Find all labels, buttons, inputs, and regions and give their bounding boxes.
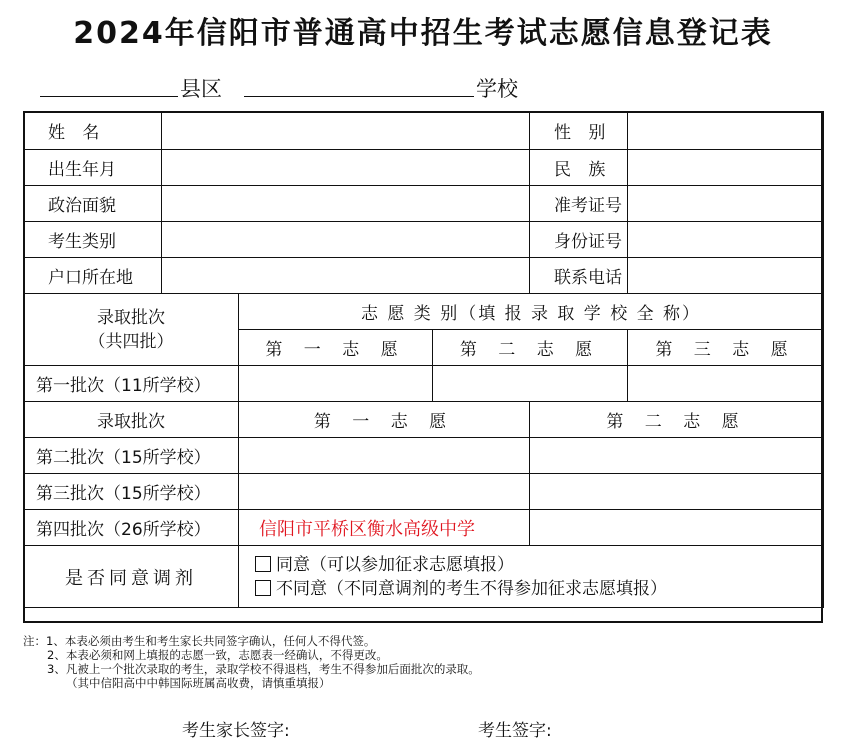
- adjust-label: 是否同意调剂: [24, 546, 239, 608]
- parent-signature-label: 考生家长签字:: [182, 721, 290, 741]
- choice-1-header: 第 一 志 愿: [239, 330, 433, 366]
- phone-field[interactable]: [628, 258, 824, 294]
- hukou-field[interactable]: [162, 258, 530, 294]
- batch-3-label: 第三批次（15所学校）: [24, 474, 239, 510]
- id-no-label: 身份证号: [530, 222, 628, 258]
- county-blank[interactable]: [40, 96, 178, 97]
- ethnicity-label: 民 族: [530, 150, 628, 186]
- category-label: 考生类别: [24, 222, 162, 258]
- adjust-options: [239, 546, 824, 608]
- batch-4-label: 第四批次（26所学校）: [24, 510, 239, 546]
- choice-2-header: 第 二 志 愿: [433, 330, 628, 366]
- batch-1-choice-3-field[interactable]: [628, 366, 824, 402]
- county-label: 县区: [180, 77, 222, 101]
- batch-2-choice-2-field[interactable]: [530, 438, 824, 474]
- school-blank[interactable]: [244, 96, 474, 97]
- form-title: 2024年信阳市普通高中招生考试志愿信息登记表: [73, 16, 773, 51]
- batch-2-label: 第二批次（15所学校）: [24, 438, 239, 474]
- id-no-field[interactable]: [628, 222, 824, 258]
- category-field[interactable]: [162, 222, 530, 258]
- disagree-text: 不同意（不同意调剂的考生不得参加征求志愿填报）: [276, 578, 667, 599]
- note-2: 2、本表必须和网上填报的志愿一致，志愿表一经确认，不得更改。: [47, 648, 388, 662]
- choice-3-header: 第 三 志 愿: [628, 330, 824, 366]
- choice-2-header-2: 第 二 志 愿: [530, 402, 824, 438]
- admit-batch-header: [24, 294, 239, 366]
- political-label: 政治面貌: [24, 186, 162, 222]
- batch-4-choice-2-field[interactable]: [530, 510, 824, 546]
- admit-batch-label: 录取批次: [97, 307, 165, 328]
- batch-1-label: 第一批次（11所学校）: [24, 366, 239, 402]
- school-label: 学校: [476, 77, 518, 101]
- agree-checkbox[interactable]: [255, 556, 271, 572]
- disagree-checkbox[interactable]: [255, 580, 271, 596]
- note-4: （其中信阳高中中韩国际班属高收费，请慎重填报）: [66, 676, 331, 690]
- note-1: 注：1、本表必须由考生和考生家长共同签字确认，任何人不得代签。: [23, 634, 376, 648]
- name-label: 姓 名: [24, 112, 162, 150]
- registration-table: [23, 111, 824, 608]
- name-field[interactable]: [162, 112, 530, 150]
- phone-label: 联系电话: [530, 258, 628, 294]
- hukou-label: 户口所在地: [24, 258, 162, 294]
- batch-1-choice-1-field[interactable]: [239, 366, 433, 402]
- batch-2-choice-1-field[interactable]: [239, 438, 530, 474]
- political-field[interactable]: [162, 186, 530, 222]
- birth-field[interactable]: [162, 150, 530, 186]
- exam-no-label: 准考证号: [530, 186, 628, 222]
- batch-3-choice-1-field[interactable]: [239, 474, 530, 510]
- student-signature-label: 考生签字:: [478, 721, 552, 741]
- choice-1-header-2: 第 一 志 愿: [239, 402, 530, 438]
- admit-batch-count: （共四批）: [88, 331, 174, 352]
- choice-type-header: 志 愿 类 别（填 报 录 取 学 校 全 称）: [239, 294, 824, 330]
- admit-batch-label-2: 录取批次: [24, 402, 239, 438]
- gender-field[interactable]: [628, 112, 824, 150]
- batch-4-choice-1-field[interactable]: 信阳市平桥区衡水高级中学: [239, 510, 530, 546]
- note-3: 3、凡被上一个批次录取的考生，录取学校不得退档，考生不得参加后面批次的录取。: [47, 662, 480, 676]
- agree-text: 同意（可以参加征求志愿填报）: [276, 554, 514, 575]
- batch-1-choice-2-field[interactable]: [433, 366, 628, 402]
- adjust-agree-option[interactable]: [255, 553, 823, 577]
- birth-label: 出生年月: [24, 150, 162, 186]
- adjust-disagree-option[interactable]: [255, 577, 823, 601]
- ethnicity-field[interactable]: [628, 150, 824, 186]
- exam-no-field[interactable]: [628, 186, 824, 222]
- batch-3-choice-2-field[interactable]: [530, 474, 824, 510]
- gender-label: 性 别: [530, 112, 628, 150]
